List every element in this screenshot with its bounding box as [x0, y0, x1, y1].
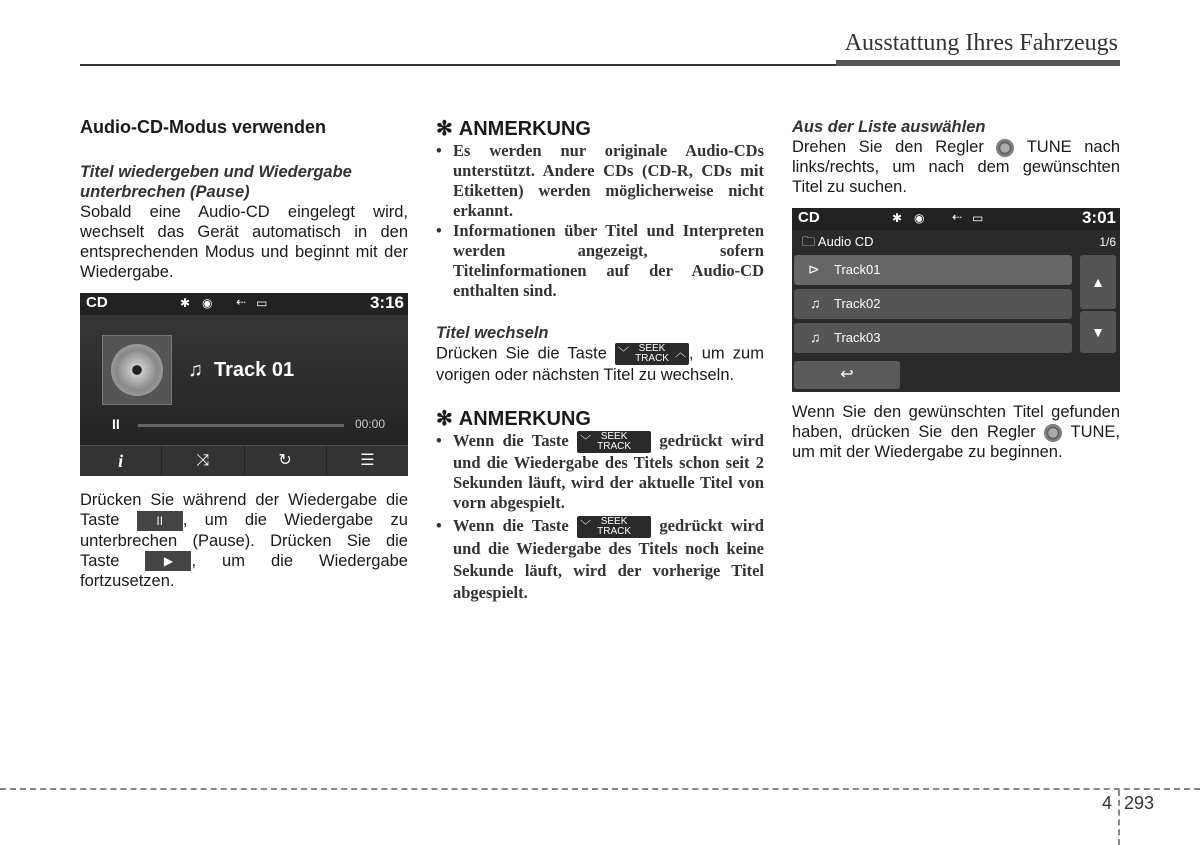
text-segment: gedrückt wird und die Wiedergabe des Titels noch keine Sekunde läuft, wird der vorherige Titel abgespielt. [453, 516, 764, 603]
info-icon: i [118, 451, 124, 471]
text-segment: gedrückt wird und die Wiedergabe des Titels schon seit 2 Sekunden läuft, wird der aktuelle Titel von vorn abgespielt. [453, 431, 764, 513]
track-name: Track02 [834, 296, 881, 311]
disc-icon: ◉ [914, 211, 925, 225]
triangle-down-icon: ▼ [1091, 324, 1105, 340]
header-title: Ausstattung Ihres Fahrzeugs [844, 30, 1118, 56]
column-2 [436, 117, 764, 604]
page-number: 293 [1124, 793, 1155, 813]
text-segment: TUNE, um mit der Wiedergabe zu beginnen. [792, 423, 1120, 461]
footer-divider [1118, 790, 1120, 845]
play-key-icon: ▶ [145, 551, 191, 571]
subheading-change-track: Titel wechseln [436, 324, 549, 342]
paragraph-change-track [436, 343, 764, 385]
list-item [436, 431, 764, 513]
pause-key-icon: II [137, 511, 183, 531]
folder-row [802, 233, 874, 255]
text-segment: Drücken Sie die Taste [436, 344, 616, 363]
album-art [102, 335, 172, 405]
text-segment: Drücken Sie während der Wiedergabe die Taste [80, 491, 408, 529]
paragraph-confirm [792, 402, 1120, 462]
battery-icon: ▭ [972, 211, 984, 225]
track-name: Track01 [834, 262, 881, 277]
seek-label: SEEK [600, 431, 628, 443]
repeat-button[interactable] [245, 446, 327, 476]
chapter-number: 4 [1102, 793, 1113, 813]
track-count: 1/6 [1099, 235, 1116, 249]
subheading-play-pause: Titel wiedergeben und Wiedergabe unterbrechen (Pause) [80, 163, 352, 201]
track-title: Track 01 [214, 359, 295, 381]
footer-dashed-line [0, 788, 1200, 790]
scroll-up-button[interactable] [1080, 255, 1116, 309]
info-button[interactable] [80, 446, 162, 476]
track-row-3[interactable] [794, 323, 1072, 353]
section-heading: Audio-CD-Modus verwenden [80, 117, 326, 137]
note-heading [436, 117, 764, 141]
status-bar [80, 293, 408, 315]
list-item [436, 515, 764, 604]
tune-knob-icon [1044, 424, 1062, 442]
note-list-1 [436, 141, 764, 301]
paragraph-pause-play [80, 490, 408, 591]
asterisk-icon: ✻ [436, 408, 453, 430]
play-circle-icon: ⊳ [808, 261, 820, 277]
paragraph-tune [792, 137, 1120, 197]
mode-label: CD [798, 209, 820, 226]
text-segment: Wenn die Taste [453, 516, 578, 536]
column-3-lower [792, 402, 1120, 462]
note-list-2 [436, 431, 764, 604]
list-icon: ☰ [360, 452, 375, 469]
cd-player-screen [80, 293, 408, 476]
track-label: TRACK [597, 441, 632, 453]
text-segment: TUNE nach links/rechts, um nach dem gewünschten Titel zu suchen. [792, 138, 1120, 196]
column-1-lower [80, 490, 408, 591]
triangle-up-icon: ▲ [1091, 274, 1105, 290]
folder-icon: 🗀 [802, 234, 816, 249]
track-list-screen [792, 208, 1120, 392]
seek-track-key-icon: ﹀ SEEK TRACK [577, 431, 651, 453]
note-title: ANMERKUNG [458, 118, 591, 140]
note-heading-2 [436, 407, 764, 431]
seek-track-key-icon: ﹀ SEEK TRACK ︿ [615, 343, 689, 365]
seek-label: SEEK [600, 516, 628, 528]
subheading-select-list: Aus der Liste auswählen [792, 118, 986, 136]
track-label: TRACK [635, 353, 669, 364]
disc-icon [111, 344, 163, 396]
shuffle-icon: ⤨ [196, 452, 210, 469]
track-row-1[interactable] [794, 255, 1072, 285]
paragraph-intro: Sobald eine Audio-CD eingelegt wird, wechselt das Gerät automatisch in den entsprechenden Modus und beginnt mit der Wiedergabe. [80, 203, 408, 281]
list-button[interactable] [327, 446, 408, 476]
tune-knob-icon [996, 139, 1014, 157]
pause-icon: II [112, 416, 120, 432]
music-note-icon: ♫ [810, 295, 821, 311]
usb-icon: ⇠ [952, 210, 963, 224]
shuffle-button[interactable] [162, 446, 244, 476]
bluetooth-icon: ✱ [892, 211, 903, 225]
clock: 3:16 [369, 293, 404, 312]
back-arrow-icon: ↩ [840, 366, 854, 383]
elapsed-time: 00:00 [355, 417, 386, 431]
music-note-icon: ♫ [188, 359, 203, 381]
music-note-icon: ♫ [810, 329, 821, 345]
track-label: TRACK [597, 526, 632, 538]
bluetooth-icon: ✱ [180, 296, 191, 310]
disc-icon: ◉ [202, 296, 213, 310]
list-item: • Informationen über Titel und Interpreten werden angezeigt, sofern Titelinformationen auf der Audio-CD enthalten sind. [436, 221, 764, 301]
text-segment: , um zum vorigen oder nächsten Titel zu wechseln. [436, 344, 764, 384]
list-item: • Es werden nur originale Audio-CDs unterstützt. Andere CDs (CD-R, CDs mit Etiketten) werden möglicherweise nicht erkannt. [436, 141, 764, 221]
repeat-icon: ↻ [278, 452, 292, 469]
seek-label: SEEK [638, 343, 666, 354]
control-bar [80, 445, 408, 476]
scroll-down-button[interactable] [1080, 311, 1116, 353]
text-segment: Wenn Sie den gewünschten Titel gefunden haben, drücken Sie den Regler [792, 403, 1120, 441]
header-bar [836, 60, 1120, 66]
seek-track-key-icon: ﹀ SEEK TRACK [577, 516, 651, 538]
status-bar [792, 208, 1120, 230]
text-segment: , um die Wiedergabe zu unterbrechen (Pause). Drücken Sie die Taste [80, 511, 408, 570]
text-segment: , um die Wiedergabe fortzusetzen. [80, 551, 408, 591]
clock: 3:01 [1081, 208, 1116, 227]
column-3 [792, 117, 1120, 197]
note-title: ANMERKUNG [458, 408, 591, 430]
text-segment: Drehen Sie den Regler [792, 138, 997, 156]
asterisk-icon: ✻ [436, 118, 453, 140]
usb-icon: ⇠ [236, 295, 247, 309]
folder-label: Audio CD [817, 234, 874, 249]
mode-label: CD [86, 294, 108, 311]
back-button[interactable] [794, 361, 900, 389]
text-segment: Wenn die Taste [453, 431, 578, 450]
progress-bar[interactable] [138, 424, 344, 427]
battery-icon: ▭ [256, 296, 268, 310]
track-row-2[interactable] [794, 289, 1072, 319]
column-1 [80, 117, 408, 282]
track-name: Track03 [834, 330, 881, 345]
